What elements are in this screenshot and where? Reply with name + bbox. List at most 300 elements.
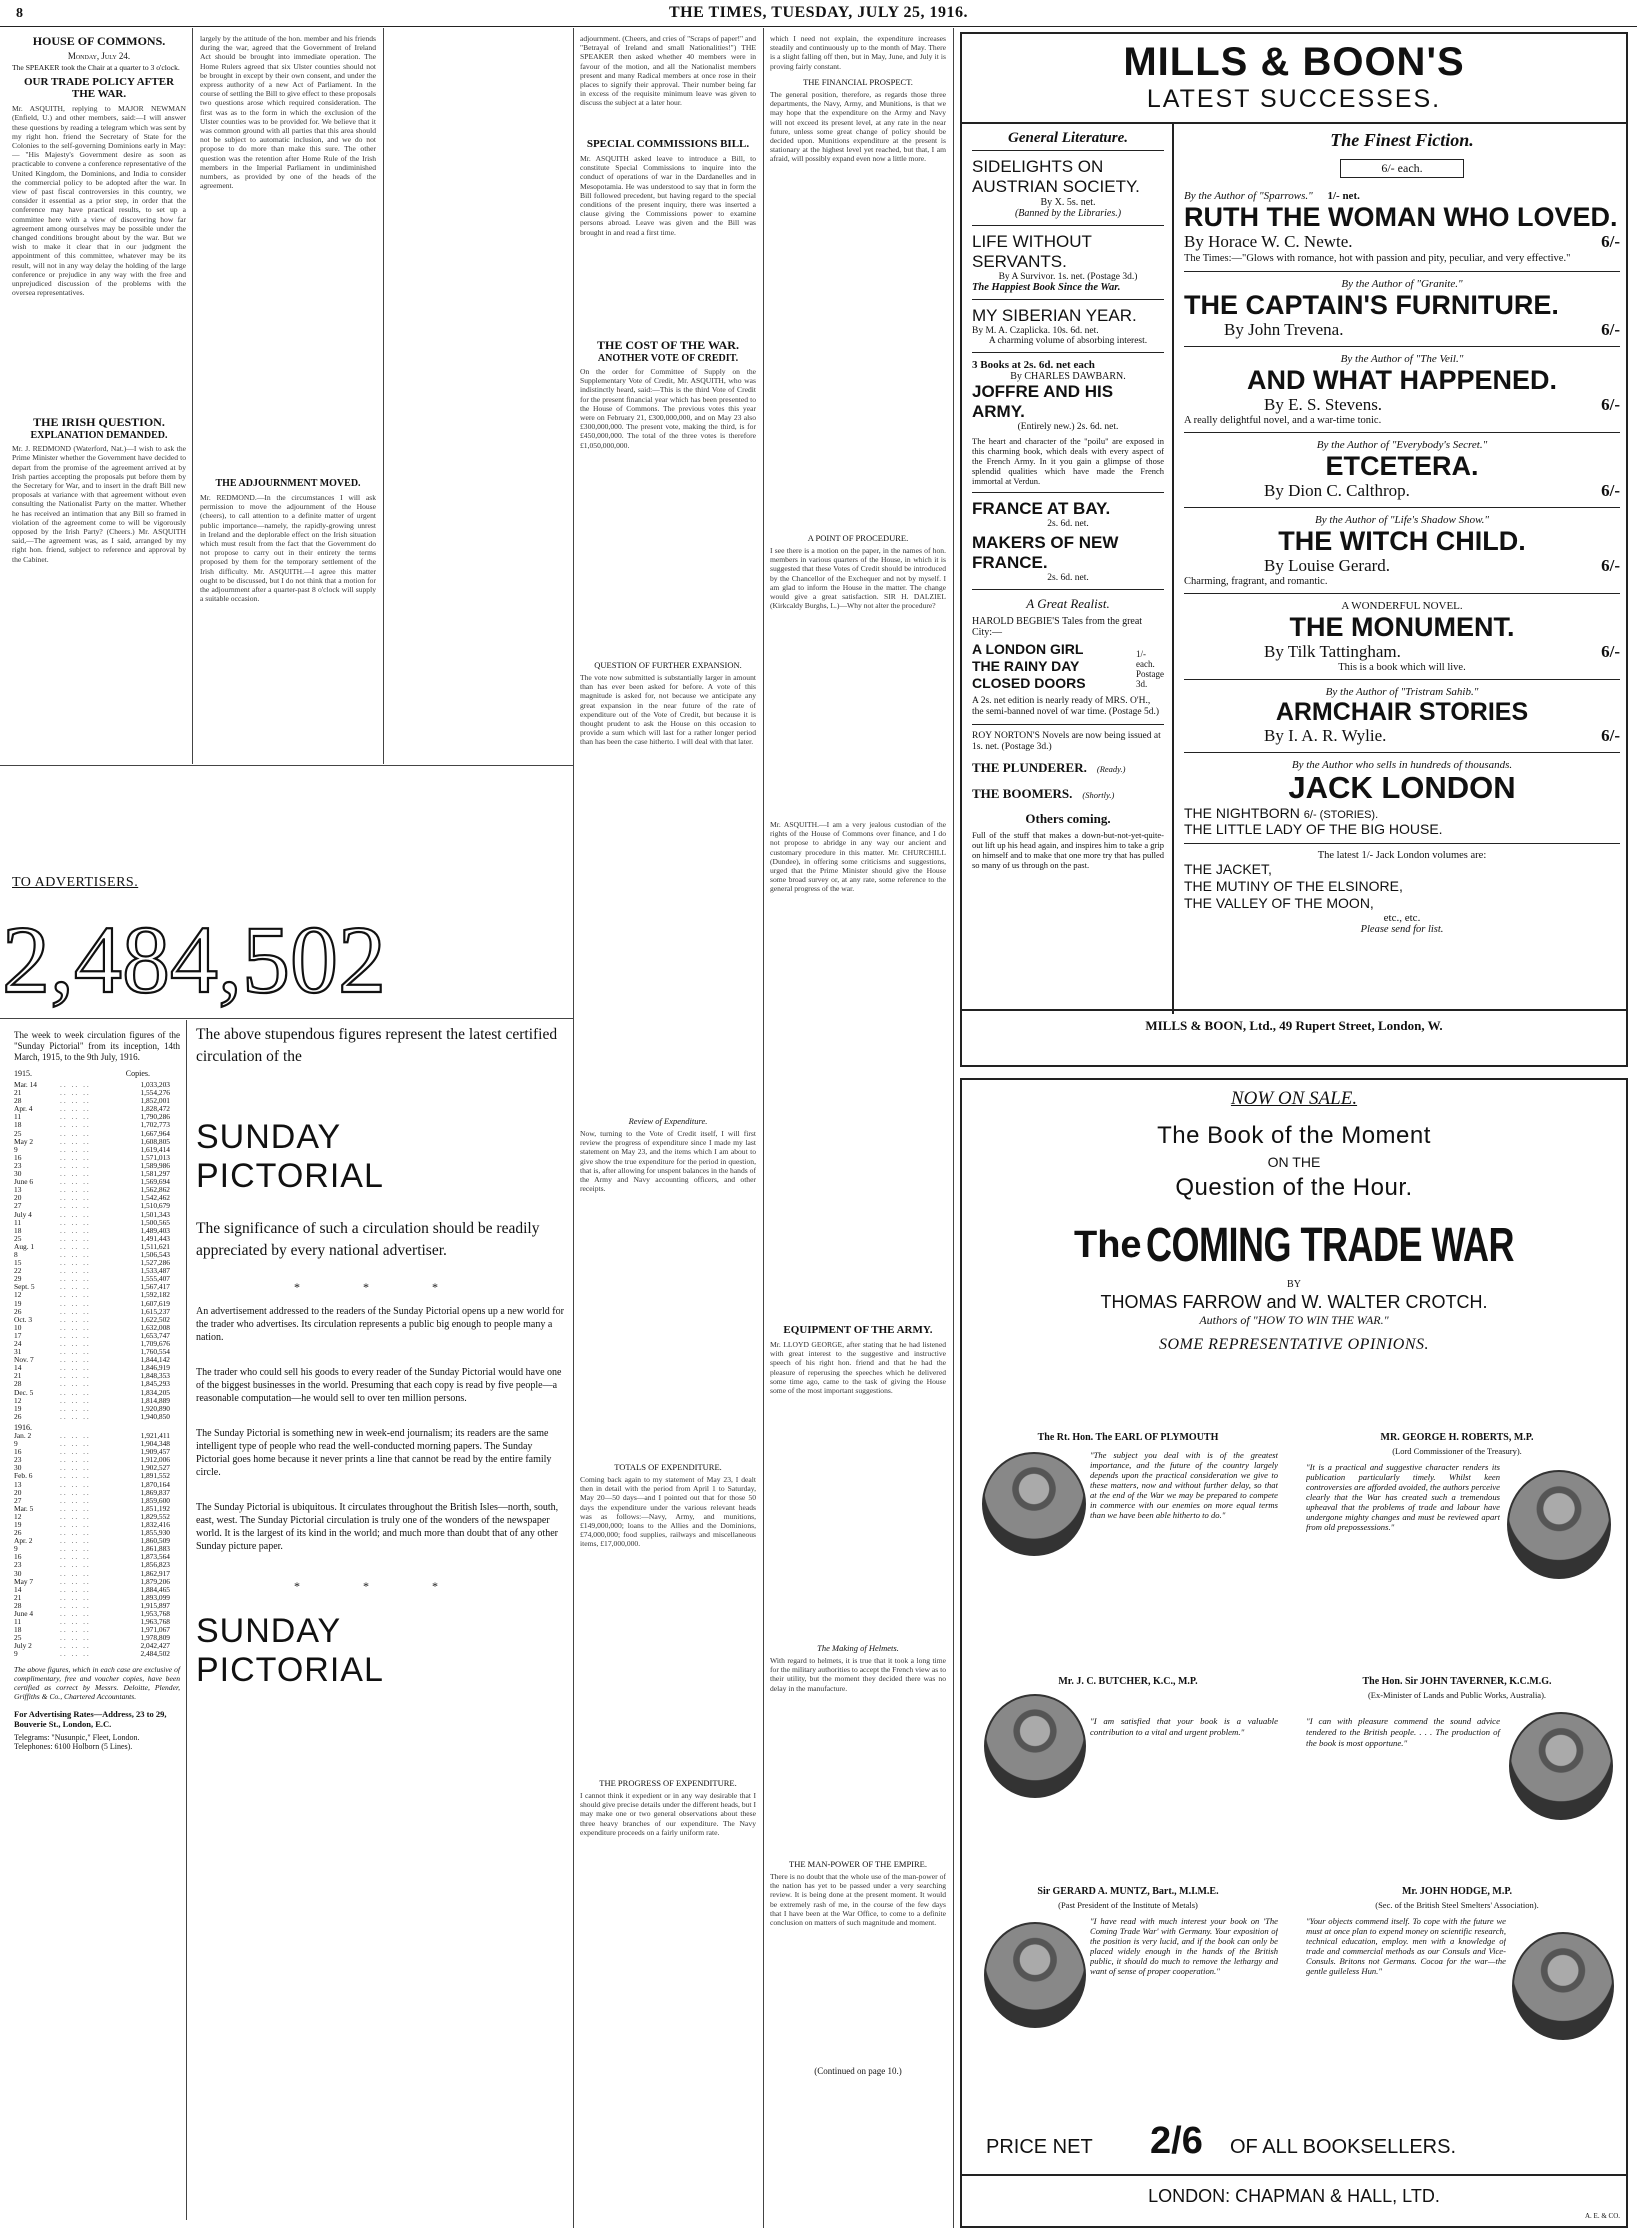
mills-boon-ad — [960, 32, 1628, 1067]
row-date: 17 — [14, 1330, 22, 1340]
article-body: Now, turning to the Vote of Credit itself, I will first review the progress of expenditure since I made my last statement on May 23, and the items which I am about to give show the true expenditure for the period in question, that is, after allowing for unspent balances in the hands of the Army and Navy accounting officers, and other receipts. — [580, 1129, 756, 1194]
row-copies: 1,653,747 — [140, 1330, 170, 1340]
book-author: By I. A. R. Wylie. — [1264, 726, 1387, 745]
row-date: 18 — [14, 1120, 22, 1130]
table-row: 21 .. .. .. 1,893,099 — [14, 1592, 170, 1602]
row-copies: 1,845,293 — [140, 1379, 170, 1389]
book-title: MY SIBERIAN YEAR. — [972, 306, 1137, 325]
book-meta: By A Survivor. 1s. net. (Postage 3d.) — [998, 272, 1138, 282]
row-copies: 1,860,509 — [140, 1536, 170, 1546]
opinion-name: The Rt. Hon. The EARL OF PLYMOUTH — [1037, 1432, 1219, 1443]
row-date: 26 — [14, 1306, 22, 1316]
row-date: 9 — [14, 1649, 18, 1659]
row-date: 19 — [14, 1298, 22, 1308]
book-title: LIFE WITHOUT SERVANTS. — [972, 232, 1092, 271]
row-date: Nov. 7 — [14, 1355, 34, 1365]
book-title: THE PLUNDERER. — [972, 760, 1087, 775]
book-price: 1/- net. — [1327, 190, 1360, 202]
by-line: By the Author of "Life's Shadow Show." — [1314, 514, 1490, 526]
book-title: MAKERS OF NEW FRANCE. — [972, 533, 1119, 572]
star-divider: * * * — [294, 1280, 468, 1294]
table-row: 12 .. .. .. 1,592,182 — [14, 1290, 170, 1300]
row-date: July 2 — [14, 1641, 32, 1651]
ad-title: MILLS & BOON'S — [1123, 40, 1465, 84]
year-label: 1916. — [14, 1422, 32, 1432]
article-body: which I need not explain, the expenditure increases steadily and continuously up to the month of May. There is a slight falling off then, but in May, June, and July it is proving fairly constant. — [770, 34, 946, 71]
others-coming: Others coming. — [1025, 811, 1111, 826]
big-circulation-figure — [0, 910, 573, 1010]
row-copies: 1,921,411 — [140, 1430, 170, 1440]
table-row: Jan. 2 .. .. .. 1,921,411 — [14, 1430, 170, 1440]
table-row: May 7 .. .. .. 1,879,206 — [14, 1576, 170, 1586]
table-row: 17 .. .. .. 1,653,747 — [14, 1330, 170, 1340]
book-author: By Horace W. C. Newte. — [1184, 232, 1353, 251]
row-copies: 1,581,297 — [140, 1169, 170, 1179]
pictorial-wordmark: PICTORIAL — [196, 1157, 384, 1195]
row-date: 12 — [14, 1511, 22, 1521]
row-date: 16 — [14, 1552, 22, 1562]
row-date: July 4 — [14, 1209, 32, 1219]
row-date: Dec. 5 — [14, 1387, 34, 1397]
table-row: 16 .. .. .. 1,873,564 — [14, 1552, 170, 1562]
book-price: 6/- (STORIES). — [1303, 809, 1379, 821]
book-price: 6/- — [1601, 232, 1620, 251]
price-label: PRICE NET — [986, 2136, 1093, 2158]
row-copies: 2,484,502 — [140, 1649, 170, 1659]
column-rule — [192, 28, 193, 764]
book-price: 6/- — [1601, 642, 1620, 661]
book-title: THE VALLEY OF THE MOON, — [1184, 895, 1374, 911]
table-row: 18 .. .. .. 1,702,773 — [14, 1120, 170, 1130]
row-copies: 1,832,416 — [140, 1519, 170, 1529]
row-date: 10 — [14, 1322, 22, 1332]
row-copies: 1,542,462 — [140, 1193, 170, 1203]
book-title: THE LITTLE LADY OF THE BIG HOUSE. — [1184, 821, 1443, 837]
row-copies: 1,904,348 — [140, 1439, 170, 1449]
table-row: 9 .. .. .. 1,619,414 — [14, 1144, 170, 1154]
now-on-sale: NOW ON SALE. — [1230, 1088, 1358, 1109]
by-line: By the Author of "Granite." — [1341, 278, 1463, 290]
table-row: Mar. 5 .. .. .. 1,851,192 — [14, 1503, 170, 1513]
row-copies: 1,829,552 — [140, 1511, 170, 1521]
book-title: ETCETERA. — [1325, 451, 1479, 481]
table-row: 23 .. .. .. 1,589,986 — [14, 1160, 170, 1170]
article-body: There is no doubt that the whole use of the man-power of the nation has yet to be passed under a very searching review. It is being done at the present moment. It would be extremely rash of me, in the course of the few days that I have been at the War Office, to come to a definite conclusion on matters of such magnitude and moment. — [770, 1872, 946, 1928]
finest-fiction-list — [1184, 130, 1620, 935]
etc-note: etc., etc. — [1383, 912, 1421, 924]
pictorial-wordmark: PICTORIAL — [196, 1651, 384, 1689]
book-note: The latest 1/- Jack London volumes are: — [1317, 850, 1487, 861]
row-date: Jan. 2 — [14, 1430, 32, 1440]
row-copies: 1,709,676 — [140, 1339, 170, 1348]
row-copies: 1,893,099 — [140, 1592, 170, 1602]
table-row: Dec. 5 .. .. .. 1,834,205 — [14, 1387, 170, 1397]
table-row: Sept. 5 .. .. .. 1,567,417 — [14, 1282, 170, 1292]
row-date: 24 — [14, 1339, 22, 1348]
table-row: June 6 .. .. .. 1,569,694 — [14, 1177, 170, 1187]
general-literature-list — [972, 130, 1164, 870]
book-note: The Happiest Book Since the War. — [972, 282, 1121, 293]
article-subheading: THE FINANCIAL PROSPECT. — [803, 77, 913, 87]
row-date: Aug. 1 — [14, 1241, 35, 1251]
telegrams: Telegrams: "Nusunpic," Fleet, London. — [14, 1733, 140, 1743]
column-3 — [580, 34, 756, 1931]
ad-subtitle: LATEST SUCCESSES. — [1146, 85, 1442, 113]
article-body: Mr. J. REDMOND (Waterford, Nat.)—I wish to ask the Prime Minister whether the Government have decided to depart from the promise of the agreement arrived at by Irish parties accepting the proposals put before them by the Secretary for War, and to insert in the draft Bill new proposals at variance with that agreement without even consulting the Nationalist Party on the matter. Whether he has received an intimation that any Bill so framed in violation of the agreement come to will be vigorously opposed by the Irish Party? (Cheers.) Mr. ASQUITH said,—The agreement was, as I said, arranged by my right hon. friend, subject to reference and approval by the Cabinet. — [12, 444, 186, 564]
table-row: Nov. 7 .. .. .. 1,844,142 — [14, 1355, 170, 1365]
table-row: 10 .. .. .. 1,632,008 — [14, 1322, 170, 1332]
table-row: 28 .. .. .. 1,845,293 — [14, 1379, 170, 1389]
table-row: 15 .. .. .. 1,527,286 — [14, 1258, 170, 1268]
continued-note: (Continued on page 10.) — [814, 2066, 902, 2076]
row-date: 16 — [14, 1152, 22, 1162]
row-copies: 1,978,809 — [140, 1633, 170, 1643]
article-body: Mr. ASQUITH, replying to MAJOR NEWMAN (Enfield, U.) and other members, said:—I will answer these questions by reading a telegram which was sent by my right hon. friend the Secretary of State for the Colonies to the self-governing Dominions early in May:— "His Majesty's Government desire as soon as practicable to convene a conference representative of the United Kingdom, the Dominions, and India to consider the commercial policy to be adopted after the war. In view of past fiscal controversies in this country, we consider it essential as a prior step, in order that the conference may have practical results, to set up a committee here with a view of discovering how far agreement among ourselves may be possible under the changed conditions brought about by the war. But we wish to make it clear that in our judgment the appointment of this committee, whatever may be its result, will not in any way delay the holding of the large conference or prejudice in any way with the free and unprejudiced discussion of the problems with the oversea representatives. — [12, 104, 186, 298]
book-note: (Banned by the Libraries.) — [1014, 208, 1122, 219]
book-price: 6/- — [1601, 726, 1620, 745]
table-row: 26 .. .. .. 1,940,850 — [14, 1411, 170, 1421]
section-divider — [0, 765, 573, 766]
row-copies: 1,667,964 — [140, 1128, 170, 1138]
article-body: With regard to helmets, it is true that it took a long time for the military authorities to accept the French view as to their utility, but the moment they decided there was no delay in the manufacture. — [770, 1656, 946, 1693]
table-row: 16 .. .. .. 1,571,013 — [14, 1152, 170, 1162]
by-line: By the Author of "The Veil." — [1340, 353, 1464, 365]
opinion-quote: "I have read with much interest your book on 'The Coming Trade War' with Germany. Your exposition of the position is very lucid, and if the book can only be placed widely enough in the hands of the British public, it should do much to remove the lethargy and want of sense of proper cooperation." — [1090, 1916, 1278, 1976]
row-copies: 1,902,527 — [140, 1463, 170, 1473]
book-title: THE CAPTAIN'S FURNITURE. — [1184, 290, 1559, 320]
book-price: 6/- — [1601, 481, 1620, 500]
book-note: Charming, fragrant, and romantic. — [1184, 576, 1328, 587]
row-date: 15 — [14, 1258, 22, 1268]
table-intro: The week to week circulation figures of the "Sunday Pictorial" from its inception, 14th March, 1915, to the 9th July, 1916. — [14, 1030, 180, 1062]
row-copies: 1,632,008 — [140, 1322, 170, 1332]
row-date: 25 — [14, 1633, 22, 1643]
row-copies: 1,506,543 — [140, 1249, 170, 1259]
table-row: July 4 .. .. .. 1,501,343 — [14, 1209, 170, 1219]
book-price: 1/- each. Postage 3d. — [1136, 649, 1164, 689]
row-copies: 1,920,890 — [140, 1403, 170, 1413]
book-author: By CHARLES DAWBARN. — [1010, 371, 1126, 382]
article-body: The general position, therefore, as regards those three departments, the Navy, Army, and Munitions, is that we may hope that the expenditure on the Army and Navy will not exceed its present level, at any rate in the near future, unless some great change of policy should be decided upon. Munitions expenditure at the present is stationary at the highest level yet reached, but that, I am afraid, will possibly expand even now a little more. — [770, 90, 946, 164]
table-row: June 4 .. .. .. 1,953,768 — [14, 1609, 170, 1618]
row-date: June 6 — [14, 1177, 34, 1187]
row-date: 22 — [14, 1266, 22, 1276]
advertisers-heading: TO ADVERTISERS. — [12, 875, 139, 890]
article-body: Coming back again to my statement of May 23, I dealt then in detail with the period from April 1 to Saturday, May 20—50 days—and I pointed out that for those 50 days the expenditure under the various relevant heads was as follows:—Navy, Army, and munitions, £149,000,000; loans to the Allies and the Dominions, £74,000,000; food supplies, railways and miscellaneous items, £17,000,000. — [580, 1475, 756, 1549]
article-subheading: EXPLANATION DEMANDED. — [30, 430, 168, 442]
publisher: LONDON: CHAPMAN & HALL, LTD. — [1148, 2186, 1440, 2206]
article-subheading: THE PROGRESS OF EXPENDITURE. — [599, 1778, 737, 1788]
sunday-wordmark: SUNDAY — [196, 1118, 342, 1156]
row-date: 28 — [14, 1096, 22, 1106]
row-date: 19 — [14, 1403, 22, 1413]
table-row: 31 .. .. .. 1,760,554 — [14, 1347, 170, 1357]
row-copies: 1,862,917 — [140, 1568, 170, 1578]
row-date: 28 — [14, 1600, 22, 1610]
article-intro: The SPEAKER took the Chair at a quarter to 3 o'clock. — [12, 63, 180, 72]
sunday-pictorial-ad — [196, 1024, 566, 1690]
book-title: CLOSED DOORS — [972, 675, 1086, 691]
row-date: 18 — [14, 1625, 22, 1635]
table-row: 19 .. .. .. 1,920,890 — [14, 1403, 170, 1413]
table-row: May 2 .. .. .. 1,608,805 — [14, 1136, 170, 1146]
table-row: 13 .. .. .. 1,870,164 — [14, 1479, 170, 1489]
table-row: 19 .. .. .. 1,607,619 — [14, 1298, 170, 1308]
book-author: By Dion C. Calthrop. — [1264, 481, 1410, 500]
row-copies: 1,963,768 — [140, 1617, 170, 1627]
row-date: 11 — [14, 1617, 22, 1627]
by-line: By the Author of "Tristram Sahib." — [1325, 686, 1479, 698]
table-row: 11 .. .. .. 1,500,565 — [14, 1217, 170, 1227]
row-copies: 1,533,487 — [140, 1266, 170, 1276]
row-date: 25 — [14, 1233, 22, 1243]
table-row: 9 .. .. .. 2,484,502 — [14, 1649, 170, 1659]
row-date: 25 — [14, 1128, 22, 1138]
column-1 — [12, 34, 186, 634]
row-copies: 1,869,837 — [140, 1487, 170, 1497]
row-date: Apr. 2 — [14, 1536, 33, 1546]
row-date: 21 — [14, 1592, 22, 1602]
article-subheading: The Making of Helmets. — [817, 1643, 899, 1653]
headline-line: Question of the Hour. — [1175, 1174, 1413, 1201]
row-date: Oct. 3 — [14, 1314, 33, 1324]
page-number: 8 — [16, 6, 23, 21]
opinion-quote: "Your objects commend itself. To cope with the future we must at once plan to expend money on scientific research, technical education, employ. men with a knowledge of trade and commercial methods as our Consuls and Vice-Consuls. Britons not Germans. Cocoa for the war—the gentle guileless Hun." — [1306, 1916, 1506, 1976]
row-copies: 1,855,930 — [140, 1528, 170, 1538]
row-copies: 1,856,823 — [140, 1560, 170, 1570]
row-date: 8 — [14, 1249, 18, 1259]
table-row: 18 .. .. .. 1,489,403 — [14, 1225, 170, 1235]
row-date: 14 — [14, 1363, 22, 1373]
row-copies: 1,562,862 — [140, 1185, 170, 1195]
row-date: 19 — [14, 1519, 22, 1529]
row-copies: 1,852,001 — [140, 1096, 170, 1106]
opinion-name: The Hon. Sir JOHN TAVERNER, K.C.M.G. — [1362, 1676, 1552, 1687]
book-status: (Shortly.) — [1082, 790, 1115, 800]
by-line: By the Author of "Sparrows." — [1184, 190, 1313, 202]
book-title: COMING TRADE WAR — [1146, 1216, 1514, 1272]
article-subheading: QUESTION OF FURTHER EXPANSION. — [594, 660, 742, 670]
price-badge: 6/- each. — [1340, 159, 1464, 178]
book-note: ROY NORTON'S Novels are now being issued at 1s. net. (Postage 3d.) — [972, 731, 1161, 752]
book-title: JOFFRE AND HIS ARMY. — [972, 382, 1114, 421]
row-date: 11 — [14, 1217, 22, 1227]
book-meta: (Entirely new.) 2s. 6d. net. — [1017, 422, 1119, 432]
article-body: largely by the attitude of the hon. member and his friends during the war, agreed that the Government of Ireland Act should be brought into immediate operation. The Home Rulers agreed that six Ulster counties should not be brought in except by their own consent, and under the express authority of a new Act of Parliament. In the course of settling the Bill to give effect to these proposals two questions arose which required consideration. The first was as to the form in which the exclusion of the Ulster counties was to be provided for. We believe that it was common ground with all parties that this area should not be subject to automatic inclusion, and we do not propose to do more than make this sure. The other question was the retention after Home Rule of the Irish members in the Imperial Parliament in undiminished numbers, as provided by one of the heads of the agreement. — [200, 34, 376, 191]
price-value: 2/6 — [1150, 2120, 1203, 2162]
book-title: THE RAINY DAY — [972, 658, 1080, 674]
column-2 — [200, 34, 376, 723]
row-date: 18 — [14, 1225, 22, 1235]
table-row: Mar. 14 .. .. .. 1,033,203 — [14, 1080, 170, 1089]
book-status: (Ready.) — [1096, 764, 1126, 774]
masthead-bar — [0, 0, 1637, 27]
book-title: THE MUTINY OF THE ELSINORE, — [1184, 878, 1403, 894]
row-date: 20 — [14, 1193, 22, 1203]
row-copies: 1,569,694 — [140, 1177, 170, 1187]
row-copies: 1,033,203 — [140, 1080, 170, 1089]
article-body: Mr. ASQUITH asked leave to introduce a Bill, to constitute Special Commissions to inquire into the conduct of operations of war in the Dardanelles and in Mesopotamia. He was understood to say that in form the Bill followed precedent, but having regard to the special conditions of the present inquiry, there was inserted a clause giving the Commissions power to examine persons abroad. Leave was given and the Bill was brought in and read a first time. — [580, 154, 756, 237]
table-row: Apr. 4 .. .. .. 1,828,472 — [14, 1104, 170, 1114]
ad-paragraph: The trader who could sell his goods to every reader of the Sunday Pictorial would have one of the biggest businesses in the world. Presuming that each copy is read by five people—a reasonable computation—he would sell to over ten million persons. — [196, 1367, 562, 1404]
row-date: Sept. 5 — [14, 1282, 35, 1292]
portrait-photo — [1509, 1712, 1613, 1820]
row-copies: 1,859,600 — [140, 1495, 170, 1505]
column-4 — [770, 34, 946, 2076]
row-copies: 1,555,407 — [140, 1274, 170, 1284]
row-copies: 2,042,427 — [140, 1641, 170, 1651]
article-heading: THE COST OF THE WAR. — [597, 338, 739, 352]
article-subheading: A POINT OF PROCEDURE. — [807, 533, 909, 543]
row-date: 9 — [14, 1439, 18, 1449]
article-body: The vote now submitted is substantially larger in amount than has ever been asked for before. A vote of this magnitude is asked for, not because we anticipate any great expansion in the near future of the rate of expenditure out of the Vote of Credit, but because it is thought prudent to ask the House on this occasion to provide a sum which will last for a rather longer period than has been the case hitherto. I will deal with that later. — [580, 673, 756, 747]
publisher-footer: MILLS & BOON, Ltd., 49 Rupert Street, London, W. — [1145, 1018, 1443, 1033]
book-author: By Tilk Tattingham. — [1264, 642, 1401, 661]
table-row: 25 .. .. .. 1,978,809 — [14, 1633, 170, 1643]
year-label: 1915. — [14, 1069, 32, 1078]
book-price: 6/- — [1601, 395, 1620, 414]
table-row: 30 .. .. .. 1,862,917 — [14, 1568, 170, 1578]
row-date: 30 — [14, 1169, 22, 1179]
row-copies: 1,846,919 — [140, 1363, 170, 1373]
table-row: 12 .. .. .. 1,814,889 — [14, 1395, 170, 1405]
column-rule — [763, 28, 764, 2228]
book-price: 6/- — [1601, 320, 1620, 339]
table-row: 23 .. .. .. 1,912,006 — [14, 1455, 170, 1465]
row-copies: 1,554,276 — [140, 1088, 170, 1098]
row-copies: 1,619,414 — [140, 1144, 170, 1154]
row-copies: 1,491,443 — [140, 1233, 170, 1243]
book-author: By John Trevena. — [1224, 320, 1344, 339]
column-rule — [573, 28, 574, 2228]
table-row: 20 .. .. .. 1,542,462 — [14, 1193, 170, 1203]
list-heading: The Finest Fiction. — [1330, 130, 1474, 150]
table-row: Aug. 1 .. .. .. 1,511,621 — [14, 1241, 170, 1251]
row-copies: 1,589,986 — [140, 1160, 170, 1170]
row-copies: 1,861,883 — [140, 1544, 170, 1554]
table-row: 8 .. .. .. 1,506,543 — [14, 1249, 170, 1259]
masthead-title: THE TIMES, TUESDAY, JULY 25, 1916. — [668, 4, 969, 21]
book-author: By Louise Gerard. — [1264, 556, 1391, 575]
opinion-quote: "I can with pleasure commend the sound advice tendered to the British people. . . . The production of the book is most opportune." — [1306, 1716, 1500, 1748]
row-date: 21 — [14, 1088, 22, 1098]
book-title: THE NIGHTBORN — [1184, 805, 1300, 821]
telephones: Telephones: 6100 Holborn (5 Lines). — [14, 1742, 133, 1752]
row-copies: 1,848,353 — [140, 1371, 170, 1381]
article-body: I see there is a motion on the paper, in the names of hon. members in various quarters of the House, in which it is suggested that these Votes of Credit should be introduced by the Chancellor of the Exchequer and not by myself. I am glad to inform the House in the matter. The change would give a great satisfaction. SIR H. DALZIEL (Kirkcaldy Burghs, L.)—Why not alter the procedure? — [770, 546, 946, 611]
row-date: 31 — [14, 1347, 22, 1357]
row-copies: 1,527,286 — [140, 1258, 170, 1268]
ad-paragraph: The Sunday Pictorial is something new in week-end journalism; its readers are the same intelligent type of people who read the well-conducted morning papers. The Sunday Pictorial goes home because it never prints a line that cannot be read by the entire family circle. — [196, 1428, 552, 1478]
book-title: ARMCHAIR STORIES — [1275, 698, 1529, 726]
article-body: Mr. ASQUITH.—I am a very jealous custodian of the rights of the House of Commons over finance, and I do not propose to abridge in any way our ancient and customary procedure in this matter. Mr. CHURCHILL (Dundee), in offering some criticisms and suggestions, urged that the Prime Minister should give the House some broad survey or, at any rate, some reference to the general progress of the war. — [770, 820, 946, 894]
row-copies: 1,489,403 — [140, 1225, 170, 1235]
section-heading: HOUSE OF COMMONS. — [32, 34, 166, 48]
row-date: Mar. 5 — [14, 1503, 34, 1513]
row-copies: 1,790,286 — [140, 1112, 170, 1122]
row-date: Apr. 4 — [14, 1104, 33, 1114]
opinion-title: (Past President of the Institute of Metals) — [1058, 1900, 1198, 1910]
row-copies: 1,891,552 — [140, 1471, 170, 1481]
stupendous-text: The above stupendous figures represent the latest certified circulation of the — [196, 1026, 558, 1065]
row-date: 11 — [14, 1112, 22, 1122]
headline-line: ON THE — [1267, 1154, 1321, 1170]
row-date: 29 — [14, 1274, 22, 1284]
book-title: A LONDON GIRL — [972, 641, 1084, 657]
authors-of: Authors of "HOW TO WIN THE WAR." — [1199, 1313, 1389, 1327]
row-copies: 1,501,343 — [140, 1209, 170, 1219]
book-meta: By M. A. Czaplicka. 10s. 6d. net. — [972, 326, 1099, 336]
book-meta: 2s. 6d. net. — [1047, 519, 1089, 529]
book-title: THE BOOMERS. — [972, 786, 1073, 801]
row-copies: 1,851,192 — [140, 1503, 170, 1513]
opinion-name: MR. GEORGE H. ROBERTS, M.P. — [1380, 1432, 1534, 1443]
row-copies: 1,909,457 — [140, 1447, 170, 1457]
row-date: 28 — [14, 1379, 22, 1389]
section-heading: A Great Realist. — [1026, 596, 1110, 611]
table-row: Feb. 6 .. .. .. 1,891,552 — [14, 1471, 170, 1481]
auditor-footnote: The above figures, which in each case are exclusive of complimentary, free and voucher copies, have been certified as correct by Messrs. Deloitte, Plender, Griffiths & Co., Chartered Accountants. — [14, 1664, 180, 1702]
row-date: 23 — [14, 1560, 22, 1570]
table-row: 25 .. .. .. 1,667,964 — [14, 1128, 170, 1138]
row-date: Feb. 6 — [14, 1471, 33, 1481]
opinion-title: (Lord Commissioner of the Treasury). — [1392, 1446, 1522, 1456]
book-authors: THOMAS FARROW and W. WALTER CROTCH. — [1100, 1292, 1488, 1312]
row-date: 13 — [14, 1185, 22, 1195]
table-row: 20 .. .. .. 1,869,837 — [14, 1487, 170, 1497]
article-heading: OUR TRADE POLICY AFTER THE WAR. — [23, 76, 175, 101]
table-row: 24 .. .. .. 1,709,676 — [14, 1339, 170, 1348]
row-date: 26 — [14, 1528, 22, 1538]
article-body: adjournment. (Cheers, and cries of "Scraps of paper!" and "Betrayal of Ireland and small Nationalities!") THE SPEAKER then asked whether 40 members were in favour of the motion, and all the Nationalist members present and many Radical members at once rose in their places to signify their approval. Their number being far in excess of the requisite minimum leave was given to discuss the subject at a later hour. — [580, 34, 756, 108]
opinion-quote: "The subject you deal with is of the greatest importance, and the future of the country largely depends upon the practical consideration we give to these matters, now and without further delay, so that at the end of the War we may be prepared to compete in commerce with our enemies on more equal terms than we have been able hitherto to do." — [1090, 1450, 1278, 1520]
book-price: 6/- — [1601, 556, 1620, 575]
article-body: Mr. LLOYD GEORGE, after stating that he had listened with great interest to the suggestive and instructive speech of his right hon. friend and that he had the pleasure of reperusing the speeches which he delivered some time ago, came to the task of giving the House some of the most important suggestions. — [770, 1340, 946, 1396]
portrait-photo — [984, 1694, 1086, 1798]
table-row: 9 .. .. .. 1,904,348 — [14, 1439, 170, 1449]
table-row: 9 .. .. .. 1,861,883 — [14, 1544, 170, 1554]
row-date: May 2 — [14, 1136, 34, 1146]
book-title: JACK LONDON — [1288, 770, 1516, 805]
table-row: 11 .. .. .. 1,790,286 — [14, 1112, 170, 1122]
opinion-title: (Ex-Minister of Lands and Public Works, Australia). — [1367, 1690, 1547, 1700]
row-date: June 4 — [14, 1609, 34, 1618]
price-line — [980, 2120, 1620, 2170]
portrait-photo — [1507, 1470, 1611, 1579]
column-rule — [186, 1020, 187, 2220]
article-body: I cannot think it expedient or in any way desirable that I should give precise details under the different heads, but I may make one or two general observations about these three heavy branches of our expenditure. The Navy expenditure proceeds on a fairly uniform rate. — [580, 1791, 756, 1837]
row-copies: 1,844,142 — [140, 1355, 170, 1365]
book-note: A 2s. net edition is nearly ready of MRS. O'H., the semi-banned novel of war time. (Postage 5d.) — [972, 696, 1160, 717]
article-subheading: THE MAN-POWER OF THE EMPIRE. — [789, 1859, 927, 1869]
table-row: 18 .. .. .. 1,971,067 — [14, 1625, 170, 1635]
row-copies: 1,870,164 — [140, 1479, 170, 1489]
table-row: 21 .. .. .. 1,848,353 — [14, 1371, 170, 1381]
table-row: 19 .. .. .. 1,832,416 — [14, 1519, 170, 1529]
row-date: 13 — [14, 1479, 22, 1489]
table-row: 28 .. .. .. 1,852,001 — [14, 1096, 170, 1106]
book-title: THE WITCH CHILD. — [1278, 526, 1526, 556]
row-copies: 1,500,565 — [140, 1217, 170, 1227]
table-row: 26 .. .. .. 1,855,930 — [14, 1528, 170, 1538]
table-row: 29 .. .. .. 1,555,407 — [14, 1274, 170, 1284]
row-date: 9 — [14, 1144, 18, 1154]
table-row: 27 .. .. .. 1,859,600 — [14, 1495, 170, 1505]
row-copies: 1,760,554 — [140, 1347, 170, 1357]
by-line: By the Author of "Everybody's Secret." — [1316, 439, 1488, 451]
article-heading: EQUIPMENT OF THE ARMY. — [783, 1324, 933, 1336]
book-title: THE JACKET, — [1184, 861, 1272, 877]
